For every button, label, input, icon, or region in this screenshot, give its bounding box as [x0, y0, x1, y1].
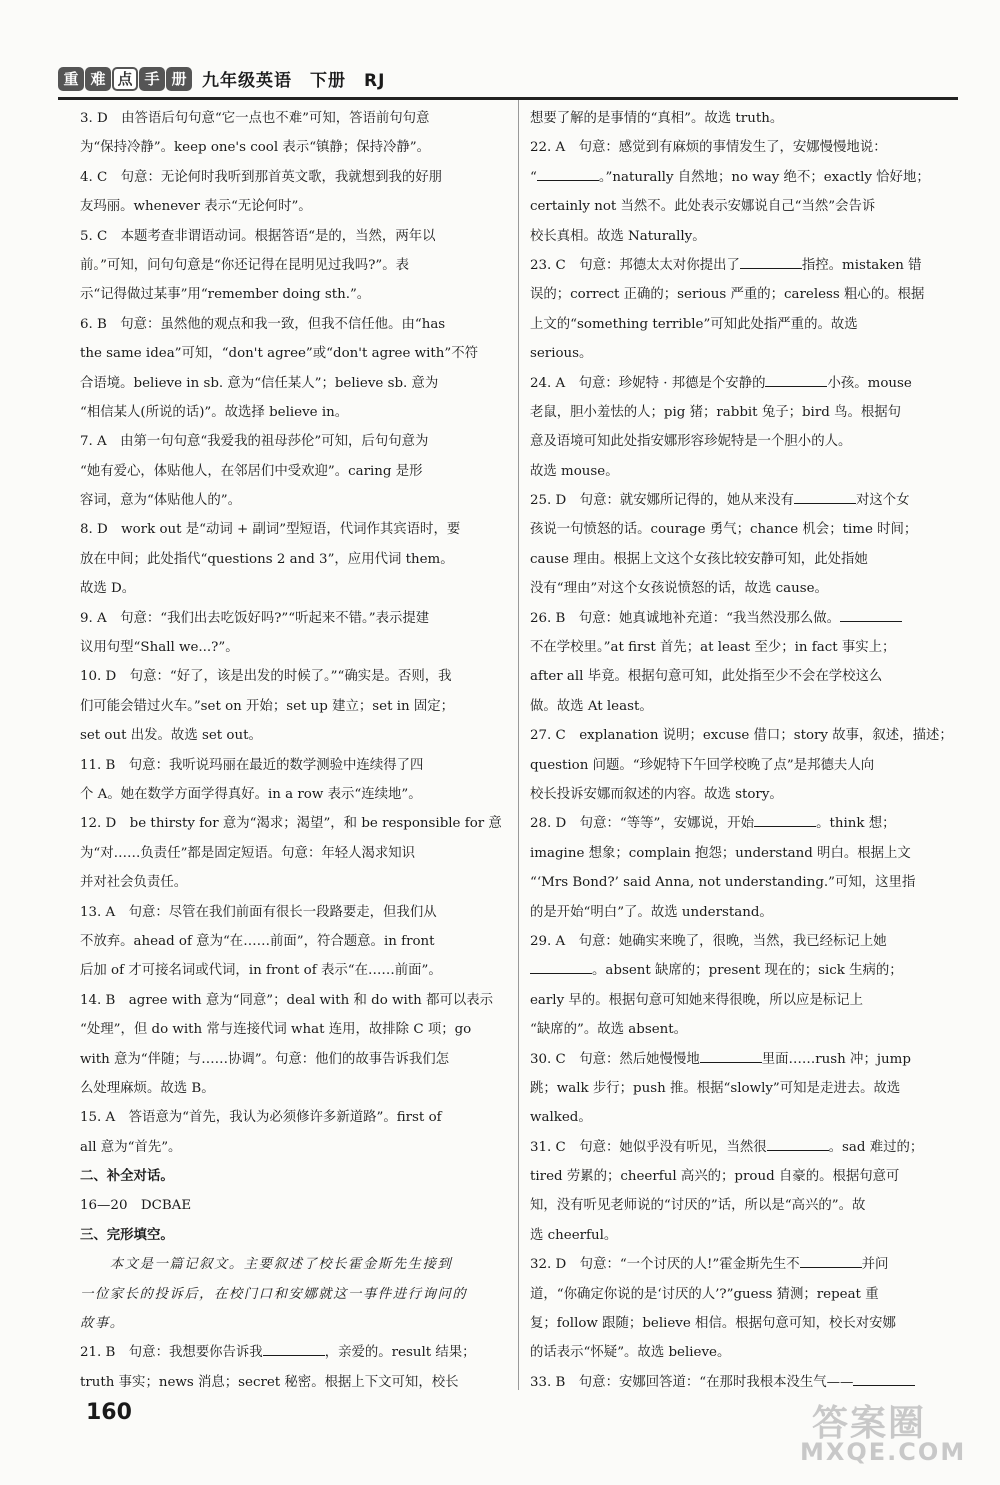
- answer-text: 。sad 难过的；: [828, 1139, 924, 1155]
- answer-blank: [537, 164, 599, 181]
- answer-line: 误的；correct 正确的；serious 严重的；careless 粗心的。根据: [530, 287, 925, 303]
- book-logo: [58, 66, 194, 92]
- answer-blank: [740, 252, 802, 269]
- logo-char: 重: [58, 67, 84, 91]
- answer-line: 个 A。她在数学方面学得真好。in a row 表示“连续地”。: [80, 786, 422, 802]
- answer-line: 做。故选 At least。: [530, 698, 653, 714]
- answer-line: 13. A 句意：尽管在我们前面有很长一段路要走，但我们从: [80, 904, 437, 920]
- answer-line: 11. B 句意：我听说玛丽在最近的数学测验中连续得了四: [80, 757, 424, 773]
- answer-line: 为“对……负责任”都是固定短语。句意：年轻人渴求知识: [80, 845, 416, 861]
- answer-line: 6. B 句意：虽然他的观点和我一致，但我不信任他。由“has: [80, 316, 446, 332]
- answer-text: 小孩。mouse: [827, 375, 912, 391]
- answer-line: after all 毕竟。根据句意可知，此处指至少不会在学校这么: [530, 669, 883, 685]
- answer-line: walked。: [530, 1110, 592, 1126]
- column-divider: [518, 100, 519, 1390]
- answer-line: imagine 想象；complain 抱怨；understand 明白。根据上文: [530, 845, 911, 861]
- answer-line: 意及语境可知此处指安娜形容珍妮特是一个胆小的人。: [530, 434, 852, 450]
- answer-line: “缺席的”。故选 absent。: [530, 1022, 688, 1038]
- answer-line: 不在学校里。”at first 首先；at least 至少；in fact 事实上；: [530, 640, 896, 656]
- answer-line: [530, 809, 958, 838]
- answer-line: “处理”，但 do with 常与连接代词 what 连用，故排除 C 项；go: [80, 1022, 472, 1038]
- answer-line: 上文的“something terrible”可知此处指严重的。故选: [530, 316, 858, 332]
- answer-text: 32. D 句意：“一个讨厌的人!”霍金斯先生不: [530, 1257, 800, 1273]
- answer-line: cause 理由。根据上文这个女孩比较安静可知，此处指她: [530, 551, 868, 567]
- answer-line: set out 出发。故选 set out。: [80, 728, 262, 744]
- answer-line: 议用句型“Shall we...?”。: [80, 640, 239, 656]
- summary-line: 本文是一篇记叙文。主要叙述了校长霍金斯先生接到: [80, 1257, 453, 1273]
- answer-line: 选 cheerful。: [530, 1227, 618, 1243]
- answer-line: 友玛丽。whenever 表示“无论何时”。: [80, 199, 312, 215]
- answer-line: 道，“你确定你说的是‘讨厌的人’?”guess 猜测；repeat 重: [530, 1286, 879, 1302]
- answer-blank: [800, 1251, 862, 1268]
- answer-line: 想要了解的是事情的“真相”。故选 truth。: [530, 111, 784, 126]
- answer-text: 30. C 句意：然后她慢慢地: [530, 1051, 700, 1067]
- summary-line: 一位家长的投诉后，在校门口和安娜就这一事件进行询问的: [80, 1286, 468, 1302]
- section-heading: 二、补全对话。: [80, 1169, 174, 1185]
- answer-blank: [263, 1339, 325, 1356]
- page-number: 160: [86, 1400, 132, 1425]
- answer-line: 为“保持冷静”。keep one's cool 表示“镇静；保持冷静”。: [80, 140, 431, 156]
- answer-text: 。absent 缺席的；present 现在的；sick 生病的；: [592, 963, 903, 979]
- answer-line: 孩说一句愤怒的话。courage 勇气；chance 机会；time 时间；: [530, 522, 918, 538]
- answer-line: 们可能会错过火车。”set on 开始；set up 建立；set in 固定；: [80, 698, 455, 714]
- answer-line: [530, 369, 958, 398]
- answer-blank: [765, 370, 827, 387]
- header-rule: [58, 97, 958, 100]
- answer-line: [530, 1250, 958, 1279]
- answer-line: 12. D be thirsty for 意为“渴求；渴望”，和 be responsible for 意: [80, 816, 502, 832]
- answer-line: tired 劳累的；cheerful 高兴的；proud 自豪的。根据句意可: [530, 1169, 900, 1185]
- watermark-url: MXQE.COM: [800, 1438, 967, 1466]
- answer-blank: [700, 1046, 762, 1063]
- answer-line: 没有“理由”对这个女孩说愤怒的话，故选 cause。: [530, 581, 828, 597]
- answer-line: [530, 956, 958, 985]
- answer-line: 7. A 由第一句句意“我爱我的祖母莎伦”可知，后句句意为: [80, 434, 429, 450]
- answer-text: 25. D 句意：就安娜所记得的，她从来没有: [530, 493, 794, 509]
- answer-blank: [794, 487, 856, 504]
- answer-line: “‘Mrs Bond?’ said Anna, not understanding.”可知，这里指: [530, 875, 916, 891]
- answer-blank: [840, 605, 902, 622]
- answer-text: 23. C 句意：邦德太太对你提出了: [530, 257, 740, 273]
- answer-line: 3. D 由答语后句句意“它一点也不难”可知，答语前句句意: [80, 111, 430, 126]
- answer-text: 26. B 句意：她真诚地补充道：“我当然没那么做。: [530, 610, 841, 626]
- answer-line: question 问题。“珍妮特下午回学校晚了点”是邦德夫人向: [530, 757, 875, 773]
- logo-char: 点: [112, 67, 138, 91]
- answer-line: 并对社会负责任。: [80, 875, 188, 891]
- answer-line: “她有爱心，体贴他人，在邻居们中受欢迎”。caring 是形: [80, 463, 423, 479]
- answer-line: [530, 486, 958, 515]
- answer-line: 9. A 句意：“我们出去吃饭好吗?”“听起来不错。”表示提建: [80, 610, 430, 626]
- answer-line: truth 事实；news 消息；secret 秘密。根据上下文可知，校长: [80, 1374, 459, 1390]
- answer-line: 么处理麻烦。故选 B。: [80, 1080, 215, 1096]
- answer-line: 不放弃。ahead of 意为“在……前面”，符合题意。in front: [80, 933, 435, 949]
- answer-line: [80, 1338, 508, 1367]
- answer-line: serious。: [530, 346, 593, 362]
- answer-line: 前。”可知，问句句意是“你还记得在昆明见过我吗?”。表: [80, 257, 409, 273]
- answer-text: 。”naturally 自然地；no way 绝不；exactly 恰好地；: [598, 169, 930, 185]
- answer-text: 21. B 句意：我想要你告诉我: [80, 1345, 263, 1361]
- answer-blank: [530, 957, 592, 974]
- right-column: [530, 104, 958, 1397]
- answer-line: 跳；walk 步行；push 推。根据“slowly”可知是走进去。故选: [530, 1080, 901, 1096]
- answer-text: 24. A 句意：珍妮特 · 邦德是个安静的: [530, 375, 766, 391]
- answer-line: “相信某人(所说的话)”。故选择 believe in。: [80, 404, 349, 420]
- logo-char: 册: [166, 67, 192, 91]
- answer-text: 33. B 句意：安娜回答道：“在那时我根本没生气——: [530, 1374, 854, 1390]
- answer-line: 8. D work out 是“动词 + 副词”型短语，代词作其宾语时，要: [80, 522, 461, 538]
- answer-line: 故选 mouse。: [530, 463, 619, 479]
- answer-text: 对这个女: [855, 493, 910, 509]
- answer-line: 故选 D。: [80, 581, 136, 597]
- answer-line: 知，没有听见老师说的“讨厌的”话，所以是“高兴的”。故: [530, 1198, 866, 1214]
- answer-line: 27. C explanation 说明；excuse 借口；story 故事，叙述，描述；: [530, 728, 953, 744]
- section-heading: 三、完形填空。: [80, 1227, 174, 1243]
- answer-line: 16—20 DCBAE: [80, 1198, 192, 1214]
- answer-blank: [754, 810, 816, 827]
- answer-line: 老鼠，胆小羞怯的人；pig 猪；rabbit 兔子；bird 鸟。根据句: [530, 404, 902, 420]
- answer-text: 。think 想；: [816, 816, 896, 832]
- logo-char: 难: [85, 67, 111, 91]
- answer-line: 复；follow 跟随；believe 相信。根据句意可知，校长对安娜: [530, 1316, 896, 1332]
- answer-text: ，亲爱的。result 结果；: [324, 1345, 476, 1361]
- answer-line: [530, 251, 958, 280]
- answer-blank: [853, 1369, 915, 1386]
- answer-line: 的话表示“怀疑”。故选 believe。: [530, 1345, 731, 1361]
- left-column: [80, 104, 508, 1397]
- page-header: [58, 66, 958, 96]
- answer-text: 28. D 句意：“等等”，安娜说，开始: [530, 816, 755, 832]
- logo-char: 手: [139, 67, 165, 91]
- answer-text: 并问: [861, 1257, 889, 1273]
- answer-text: 里面……rush 冲；jump: [761, 1051, 911, 1067]
- answer-line: 5. C 本题考查非谓语动词。根据答语“是的，当然，两年以: [80, 228, 436, 244]
- answer-line: [530, 604, 958, 633]
- answer-line: [530, 1368, 958, 1397]
- answer-line: 校长真相。故选 Naturally。: [530, 228, 706, 244]
- answer-line: 后加 of 才可接名词或代词，in front of 表示“在……前面”。: [80, 963, 442, 979]
- answer-line: [530, 163, 958, 192]
- answer-line: 14. B agree with 意为“同意”；deal with 和 do with 都可以表示: [80, 992, 494, 1008]
- answer-line: all 意为“首先”。: [80, 1139, 182, 1155]
- answer-line: early 早的。根据句意可知她来得很晚，所以应是标记上: [530, 992, 864, 1008]
- answer-line: 4. C 句意：无论何时我听到那首英文歌，我就想到我的好朋: [80, 169, 443, 185]
- answer-line: 容词，意为“体贴他人的”。: [80, 493, 241, 509]
- watermark-logo: 答案圈: [812, 1403, 927, 1444]
- answer-line: 的是开始“明白”了。故选 understand。: [530, 904, 773, 920]
- answer-line: 校长投诉安娜而叙述的内容。故选 story。: [530, 786, 783, 802]
- answer-line: 15. A 答语意为“首先，我认为必须修许多新道路”。first of: [80, 1110, 442, 1126]
- answer-line: with 意为“伴随；与……协调”。句意：他们的故事告诉我们怎: [80, 1051, 450, 1067]
- answer-line: 合语境。believe in sb. 意为“信任某人”；believe sb. 意为: [80, 375, 439, 391]
- answer-text: 31. C 句意：她似乎没有听见，当然很: [530, 1139, 767, 1155]
- answer-line: 10. D 句意：“好了，该是出发的时候了。”“确实是。否则，我: [80, 669, 452, 685]
- book-title: 九年级英语 下册 RJ: [202, 71, 386, 91]
- answer-line: 22. A 句意：感觉到有麻烦的事情发生了，安娜慢慢地说：: [530, 140, 887, 156]
- answer-blank: [767, 1134, 829, 1151]
- answer-line: [530, 1045, 958, 1074]
- answer-text: 指控。mistaken 错: [801, 257, 922, 273]
- answer-line: 示“记得做过某事”用“remember doing sth.”。: [80, 287, 371, 303]
- answer-line: 29. A 句意：她确实来晚了，很晚，当然，我已经标记上她: [530, 933, 887, 949]
- answer-line: [530, 1133, 958, 1162]
- answer-line: 放在中间；此处指代“questions 2 and 3”，应用代词 them。: [80, 551, 454, 567]
- summary-line: 故事。: [80, 1316, 125, 1332]
- answer-line: the same idea”可知，“don't agree”或“don't agree with”不符: [80, 346, 479, 362]
- answer-text: “: [530, 169, 537, 185]
- answer-line: certainly not 当然不。此处表示安娜说自己“当然”会告诉: [530, 199, 876, 215]
